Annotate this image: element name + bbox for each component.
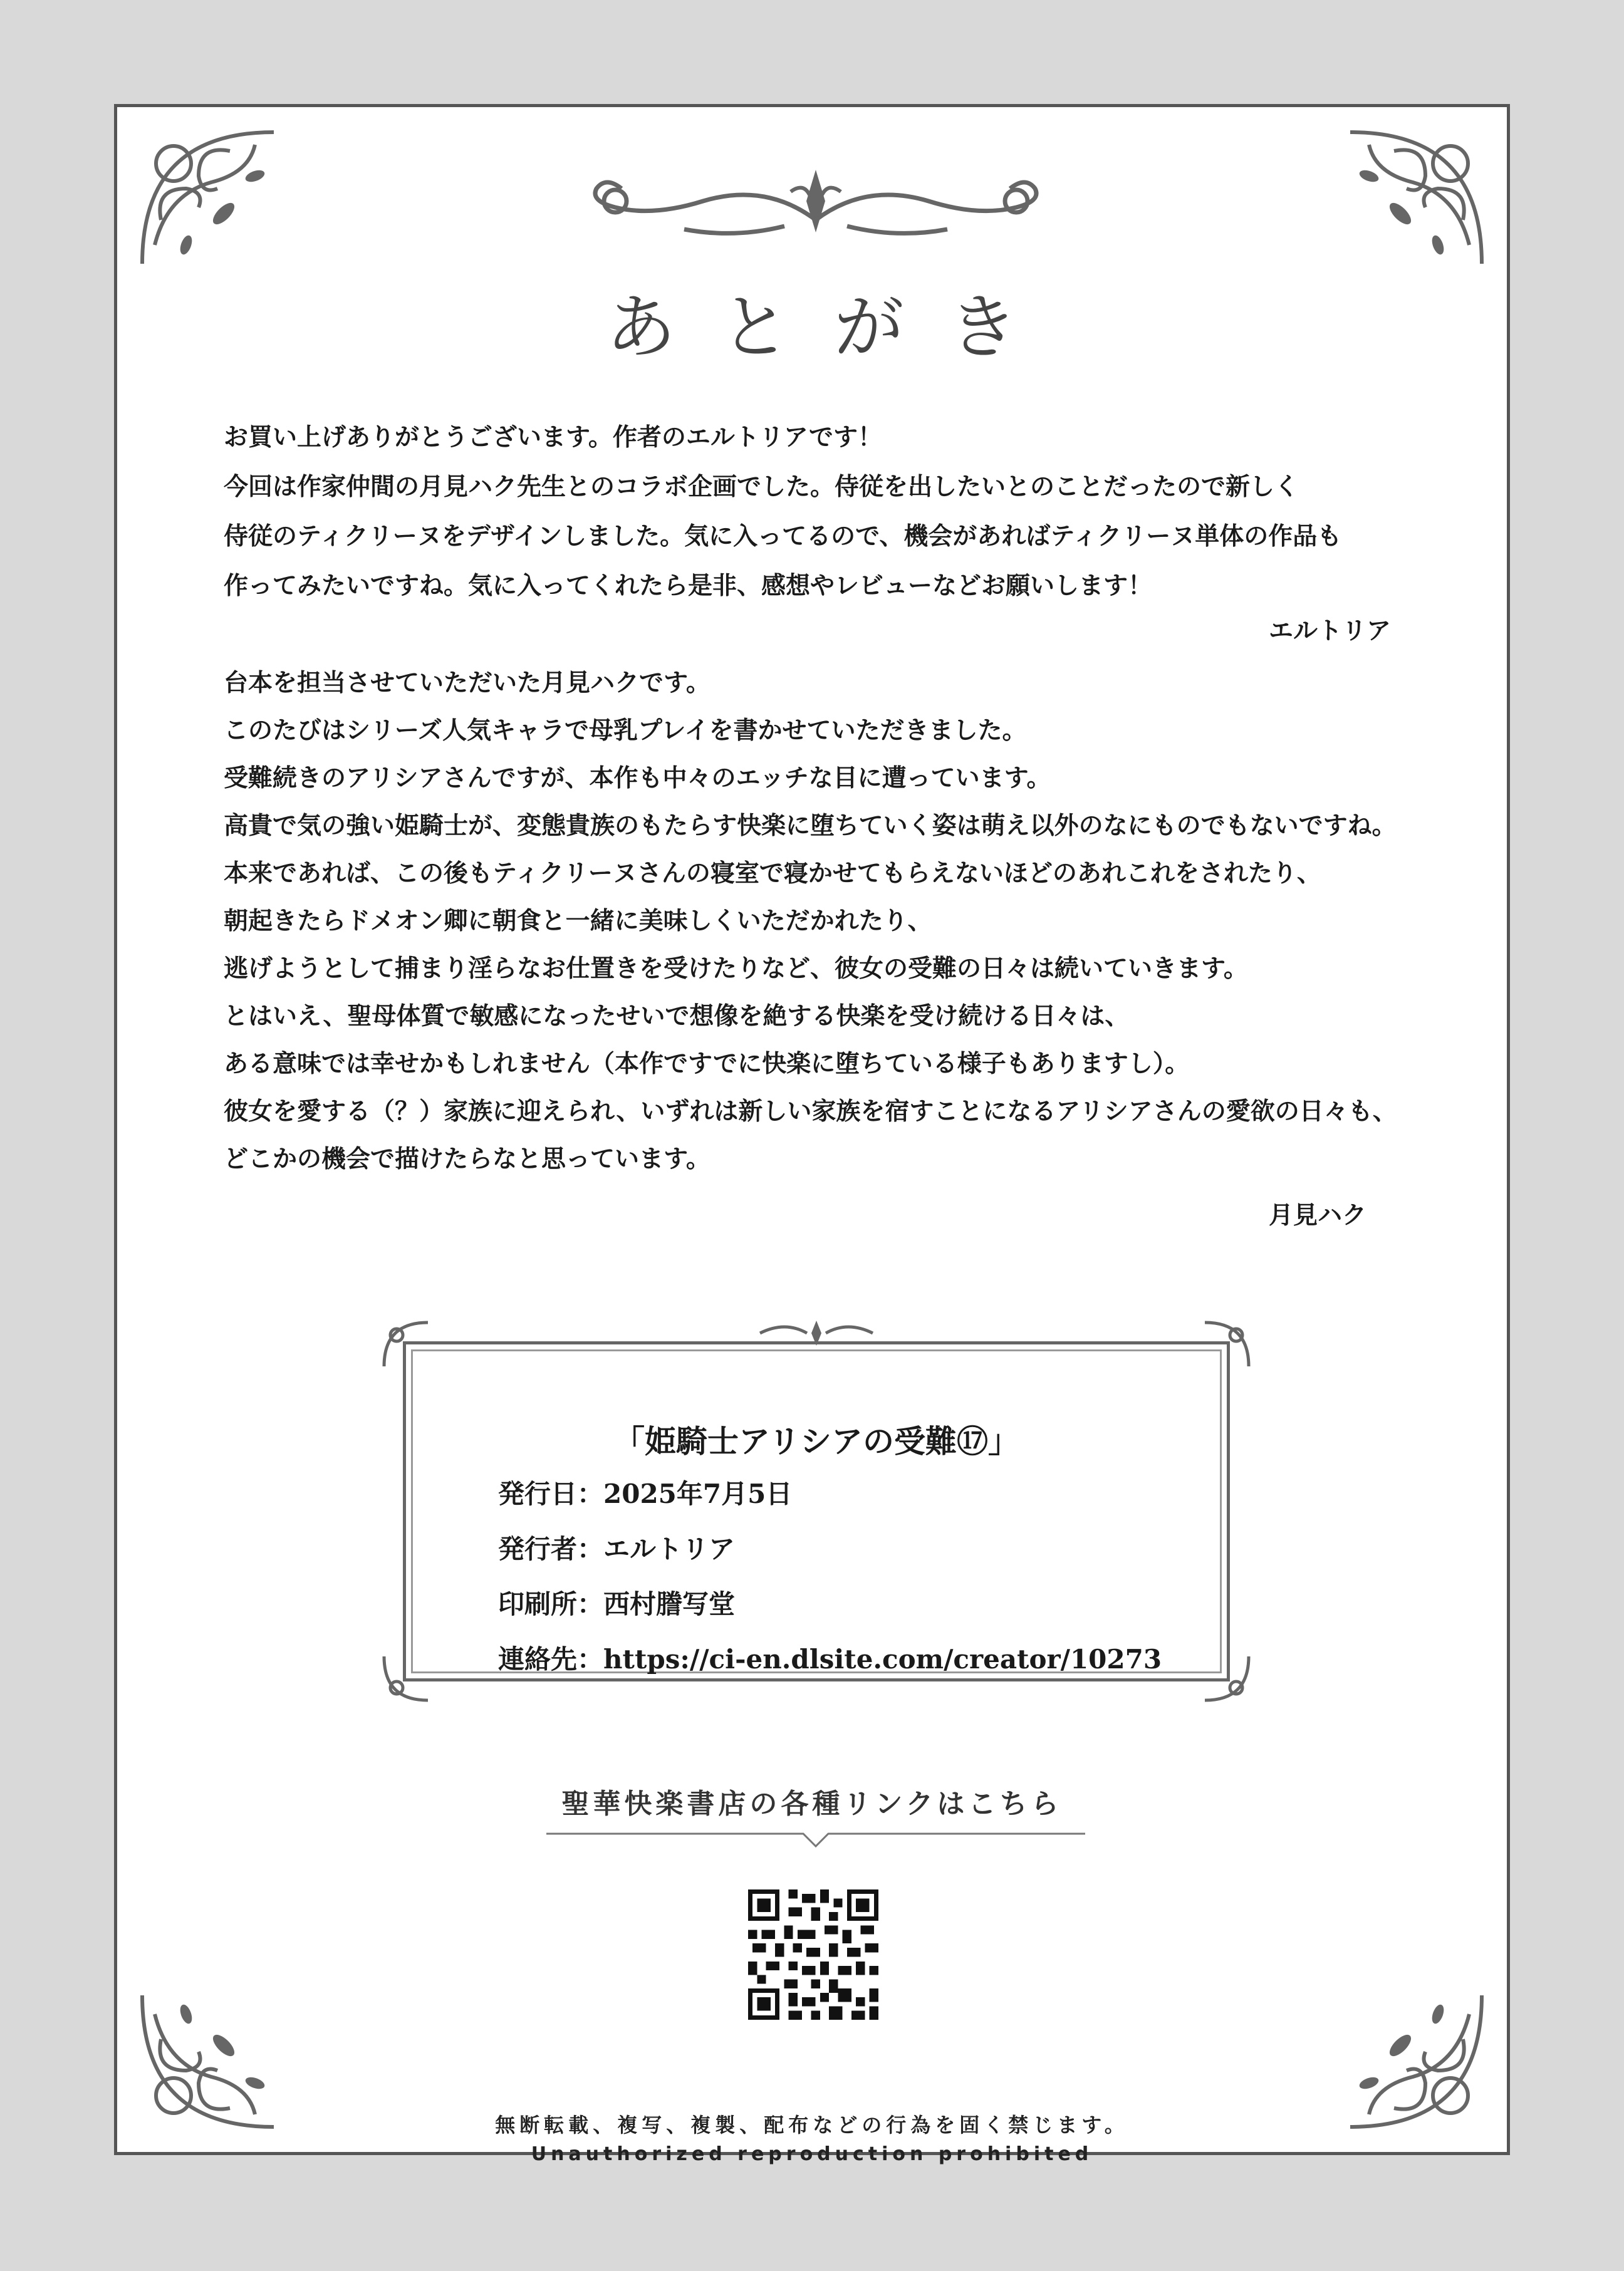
author-message bbox=[224, 413, 1414, 611]
message-line: 本来であれば、この後もティクリーヌさんの寝室で寝かせてもらえないほどのあれこれをされたり、 bbox=[224, 860, 1321, 888]
colophon-box bbox=[403, 1341, 1230, 1681]
colophon-corner-ornament bbox=[378, 1650, 434, 1707]
message-line: このたびはシリーズ人気キャラで母乳プレイを書かせていただきました。 bbox=[224, 717, 1027, 745]
row-label: 印刷所： bbox=[498, 1589, 604, 1619]
colophon-row-publisher bbox=[498, 1522, 1162, 1577]
message-line: 台本を担当させていただいた月見ハクです。 bbox=[224, 669, 710, 697]
page-title: あとがき bbox=[606, 287, 1062, 368]
links-label: 聖華快楽書店の各種リンクはこちら bbox=[561, 1788, 1063, 1820]
message-line: 受難続きのアリシアさんですが、本作も中々のエッチな目に遭っています。 bbox=[224, 764, 1051, 793]
afterword-page bbox=[114, 104, 1510, 2165]
contact-link[interactable]: https://ci-en.dlsite.com/creator/10273 bbox=[603, 1644, 1162, 1675]
colophon-row-contact bbox=[498, 1632, 1162, 1687]
message-line: お買い上げありがとうございます。作者のエルトリアです！ bbox=[224, 424, 883, 452]
message-line: 朝起きたらドメオン卿に朝食と一緒に美味しくいただかれたり、 bbox=[224, 907, 932, 935]
message-line: とはいえ、聖母体質で敏感になったせいで想像を絶する快楽を受け続ける日々は、 bbox=[224, 1002, 1130, 1031]
links-pointer-line bbox=[546, 1829, 1085, 1847]
copyright-notice-en: Unauthorized reproduction prohibited bbox=[531, 2143, 1093, 2165]
message-line: 彼女を愛する（？）家族に迎えられ、いずれは新しい家族を宿すことになるアリシアさんの愛欲の日々も、 bbox=[224, 1098, 1397, 1126]
colophon-rows bbox=[498, 1467, 1162, 1687]
title-flourish bbox=[578, 157, 1054, 245]
corner-ornament-top-left bbox=[130, 120, 286, 276]
author-signature: エルトリア bbox=[1269, 617, 1392, 645]
row-value: 西村謄写堂 bbox=[603, 1589, 736, 1619]
colophon-title: 「姫騎士アリシアの受難⑰」 bbox=[613, 1423, 1019, 1460]
message-line: 逃げようとして捕まり淫らなお仕置きを受けたりなど、彼女の受難の日々は続いていきます。 bbox=[224, 955, 1248, 983]
row-label: 連絡先： bbox=[498, 1644, 604, 1675]
message-line: 今回は作家仲間の月見ハク先生とのコラボ企画でした。侍従を出したいとのことだったので新しく bbox=[224, 473, 1299, 501]
colophon-row-printer bbox=[498, 1577, 1162, 1632]
message-line: どこかの機会で描けたらなと思っています。 bbox=[224, 1145, 710, 1173]
colophon-top-flourish bbox=[754, 1317, 879, 1349]
colophon-corner-ornament bbox=[1199, 1316, 1255, 1373]
row-value: エルトリア bbox=[603, 1534, 736, 1564]
colophon-row-date bbox=[498, 1467, 1162, 1522]
row-label: 発行者： bbox=[498, 1534, 604, 1564]
message-line: 高貴で気の強い姫騎士が、変態貴族のもたらす快楽に堕ちていく姿は萌え以外のなにものでもないですね。 bbox=[224, 812, 1397, 840]
qr-code[interactable] bbox=[748, 1889, 878, 2020]
colophon-corner-ornament bbox=[378, 1316, 434, 1373]
writer-message bbox=[224, 660, 1414, 1183]
row-label: 発行日： bbox=[498, 1478, 604, 1509]
colophon-corner-ornament bbox=[1199, 1650, 1255, 1707]
copyright-notice-jp: 無断転載、複写、複製、配布などの行為を固く禁じます。 bbox=[495, 2113, 1129, 2137]
writer-signature: 月見ハク bbox=[1269, 1202, 1367, 1230]
message-line: 侍従のティクリーヌをデザインしました。気に入ってるので、機会があればティクリーヌ単体の作品も bbox=[224, 522, 1342, 551]
message-line: ある意味では幸せかもしれません（本作ですでに快楽に堕ちている様子もありますし）。 bbox=[224, 1050, 1190, 1078]
row-value: 2025年7月5日 bbox=[603, 1478, 793, 1509]
corner-ornament-top-right bbox=[1338, 120, 1494, 276]
message-line: 作ってみたいですね。気に入ってくれたら是非、感想やレビューなどお願いします！ bbox=[224, 572, 1153, 600]
